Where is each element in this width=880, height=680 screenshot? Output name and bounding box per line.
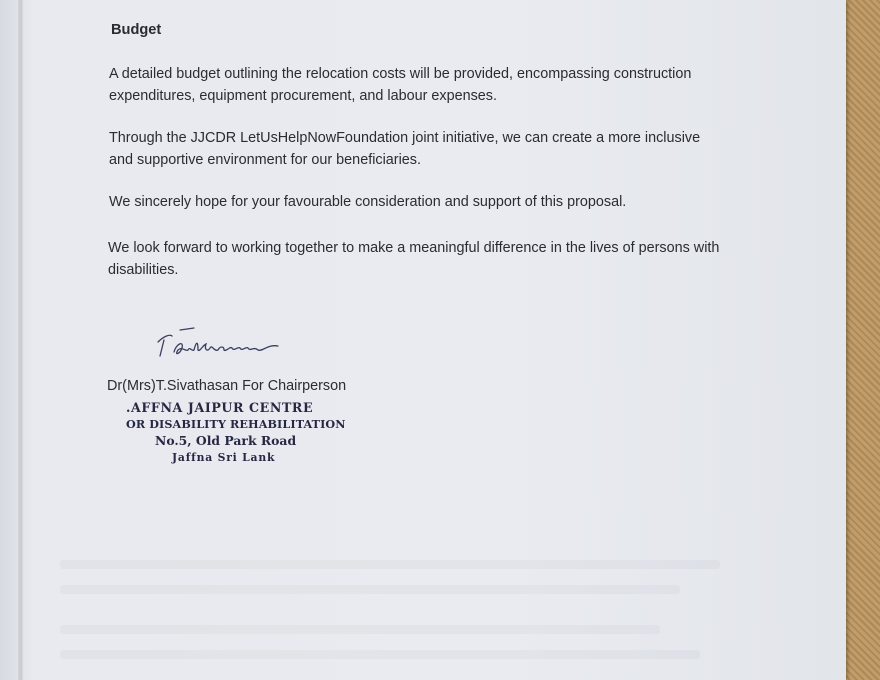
stamp-line-4: Jaffna Sri Lank <box>172 451 276 464</box>
stamp-line-1: .AFFNA JAIPUR CENTRE <box>126 400 314 415</box>
stamp-line-2: OR DISABILITY REHABILITATION <box>126 417 346 431</box>
bleed-through-line <box>60 585 680 594</box>
section-heading-budget: Budget <box>111 22 162 38</box>
handwritten-signature <box>150 322 290 366</box>
paragraph-forward: We look forward to working together to make a meaningful difference in the lives of persons with disabilities. <box>108 240 720 278</box>
stamp-line-3: No.5, Old Park Road <box>155 433 297 448</box>
signatory-name: Dr(Mrs)T.Sivathasan For Chairperson <box>107 378 347 394</box>
paragraph-hope: We sincerely hope for your favourable consideration and support of this proposal. <box>109 194 627 210</box>
bleed-through-line <box>60 625 660 634</box>
bleed-through-line <box>60 650 700 659</box>
paragraph-initiative: Through the JJCDR LetUsHelpNowFoundation joint initiative, we can create a more inclusive and supportive environment for our beneficiaries. <box>109 130 701 168</box>
organization-stamp <box>118 400 358 466</box>
bleed-through-line <box>60 560 720 569</box>
paper-fold-shadow <box>18 0 24 680</box>
paragraph-budget: A detailed budget outlining the relocation costs will be provided, encompassing construction expenditures, equipment procurement, and labour expenses. <box>109 66 692 104</box>
